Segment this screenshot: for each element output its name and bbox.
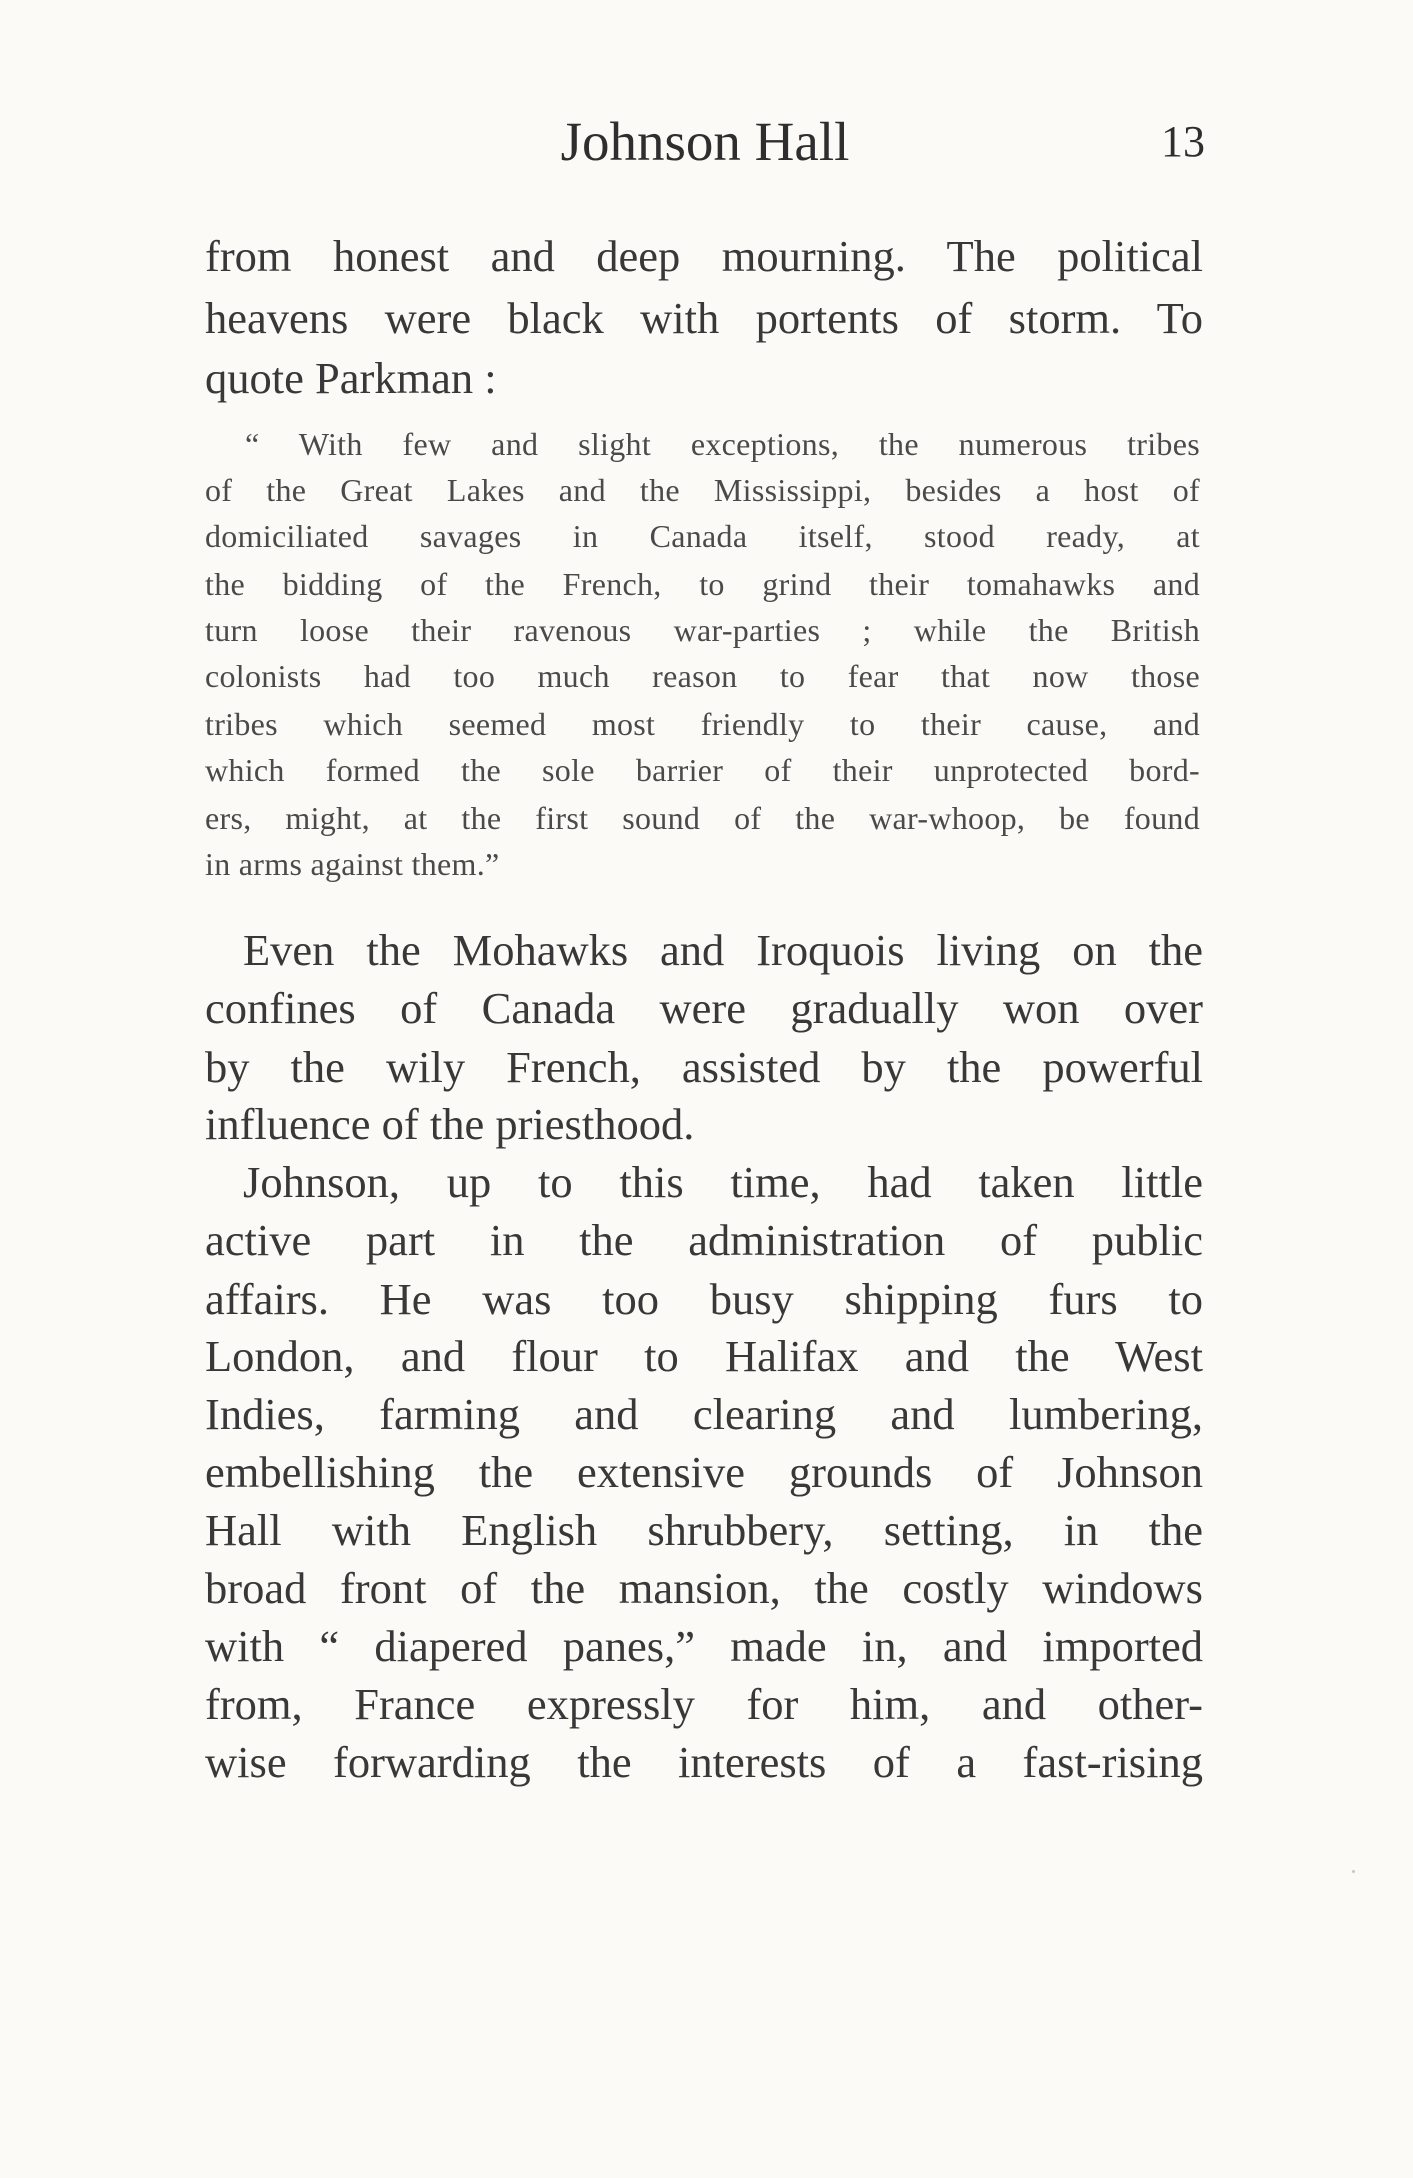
- quote-line: colonists had too much reason to fear that now those: [205, 658, 1200, 694]
- quote-line: turn loose their ravenous war-parties ; while the British: [205, 612, 1200, 648]
- body-line: London, and flour to Halifax and the West: [205, 1331, 1203, 1381]
- quote-line: which formed the sole barrier of their unprotected bord-: [205, 752, 1200, 788]
- running-head: [205, 110, 1205, 180]
- quote-line: the bidding of the French, to grind their tomahawks and: [205, 566, 1200, 602]
- page-number: 13: [1161, 117, 1205, 166]
- body-line: with “ diapered panes,” made in, and imported: [205, 1621, 1203, 1671]
- paper-speck: [1352, 1870, 1355, 1873]
- quote-line: in arms against them.”: [205, 846, 500, 882]
- body-line: Johnson, up to this time, had taken little: [243, 1157, 1203, 1207]
- quote-line: ers, might, at the first sound of the war-whoop, be found: [205, 800, 1200, 836]
- body-line: affairs. He was too busy shipping furs to: [205, 1274, 1203, 1324]
- body-line: Hall with English shrubbery, setting, in the: [205, 1505, 1203, 1555]
- quote-line: “ With few and slight exceptions, the numerous tribes: [245, 426, 1200, 462]
- body-line: Even the Mohawks and Iroquois living on the: [243, 925, 1203, 975]
- body-line: embellishing the extensive grounds of Johnson: [205, 1447, 1203, 1497]
- body-line: influence of the priesthood.: [205, 1099, 695, 1149]
- running-title: Johnson Hall: [560, 111, 850, 172]
- body-line: confines of Canada were gradually won over: [205, 983, 1203, 1033]
- body-line: wise forwarding the interests of a fast-rising: [205, 1737, 1203, 1787]
- body-line: from honest and deep mourning. The political: [205, 231, 1203, 281]
- body-line: broad front of the mansion, the costly windows: [205, 1563, 1203, 1613]
- quote-line: domiciliated savages in Canada itself, stood ready, at: [205, 518, 1200, 554]
- body-line: by the wily French, assisted by the powerful: [205, 1042, 1203, 1092]
- body-line: heavens were black with portents of storm. To: [205, 293, 1203, 343]
- body-line: Indies, farming and clearing and lumbering,: [205, 1389, 1203, 1439]
- body-line: quote Parkman :: [205, 353, 497, 403]
- body-line: active part in the administration of public: [205, 1215, 1203, 1265]
- quote-line: tribes which seemed most friendly to their cause, and: [205, 706, 1200, 742]
- body-line: from, France expressly for him, and other-: [205, 1679, 1203, 1729]
- quote-line: of the Great Lakes and the Mississippi, besides a host of: [205, 472, 1200, 508]
